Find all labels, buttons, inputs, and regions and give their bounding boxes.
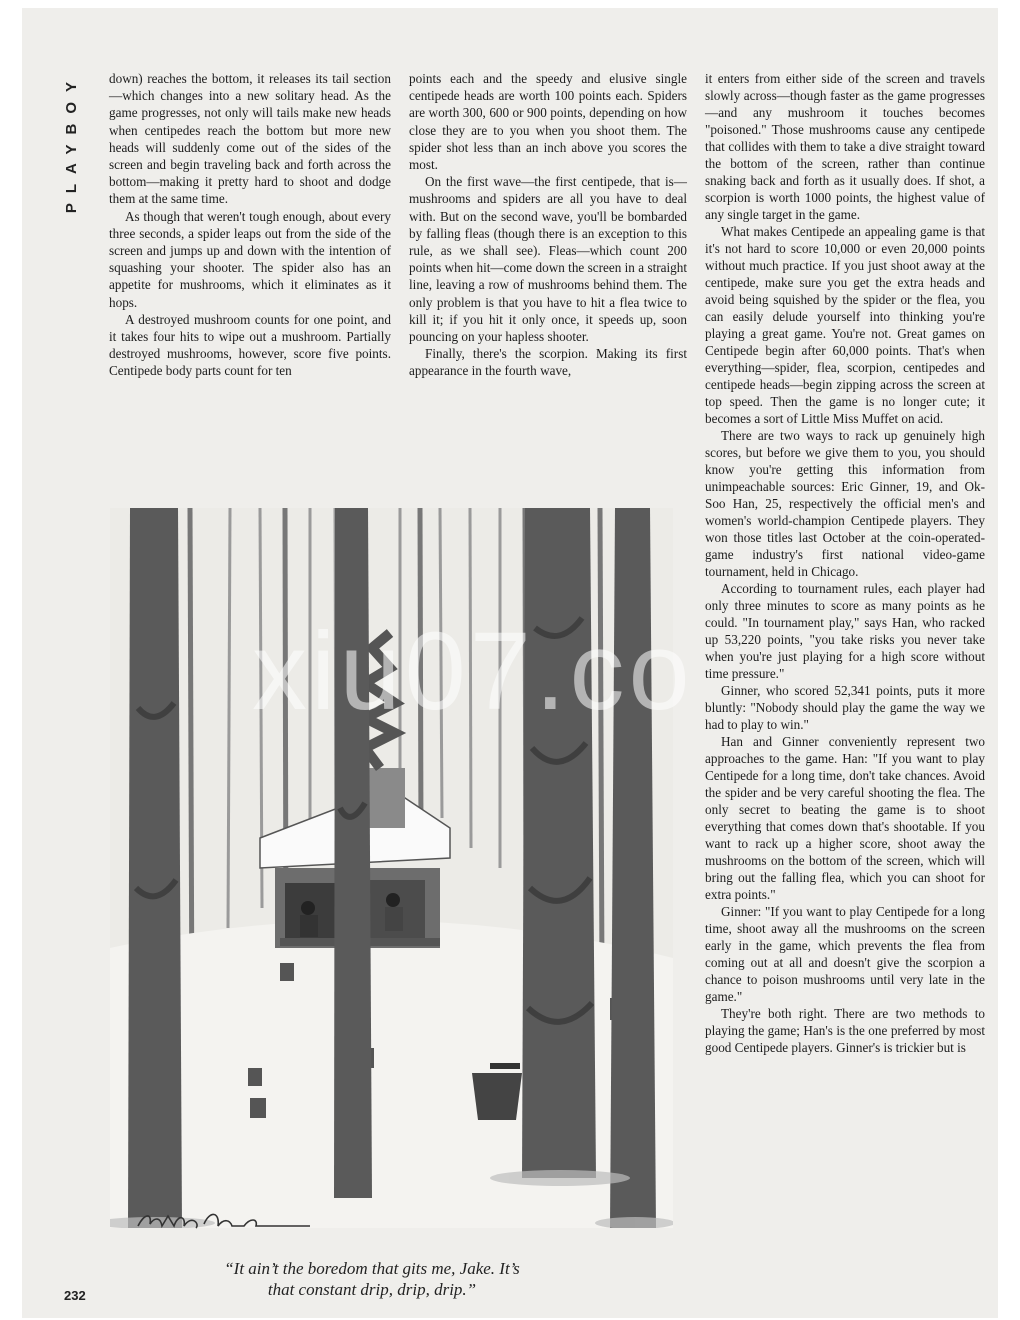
watermark: xiu07.co [252, 610, 694, 733]
text-column-3 [705, 70, 985, 1056]
caption-line: that constant drip, drip, drip.” [267, 1280, 477, 1299]
paragraph: As though that weren't tough enough, about every three seconds, a spider leaps out from the side of the screen and jumps up and down with the intention of squashing your shooter. The spider also has an appetite for mushrooms, which it eliminates as it hops. [109, 208, 391, 310]
paragraph: down) reaches the bottom, it releases its tail section—which changes into a new solitary head. As the game progresses, not only will tails make new heads when centipedes reach the bottom but more new heads will suddenly come out of the sides of the screen and begin traveling back and forth across the bottom—making it pretty hard to shoot and dodge them at the same time. [109, 71, 391, 207]
magazine-name: PLAYBOY [62, 72, 80, 214]
paragraph: points each and the speedy and elusive single centipede heads are worth 100 points each. Spiders are worth 300, 600 or 900 points, depending on how close they are to you when you shoot them. The spider shot less than an inch above you scores the most. [409, 71, 687, 173]
paragraph: Han and Ginner conveniently represent two approaches to the game. Han: "If you want to play Centipede for a long time, don't take chances. Avoid the spider and be very careful shooting the flea. The only secret to beating the game is to shoot everything that comes down that's shootable. If you want to rack up a higher score, shoot away the mushrooms on the bottom of the screen, which will bring out the falling flea, which you can shoot for extra points." [705, 734, 985, 902]
paragraph: According to tournament rules, each player had only three minutes to score as many points as he could. "In tournament play," says Han, who racked up 53,220 points, "you take risks you never take when you're just playing for a high score without time pressure." [705, 581, 985, 681]
paragraph: They're both right. There are two methods to playing the game; Han's is the one preferred by most good Centipede players. Ginner's is trickier but is [705, 1006, 985, 1055]
cartoon-illustration [110, 508, 673, 1228]
paragraph: There are two ways to rack up genuinely high scores, but before we give them to you, you should know you're getting this information from unimpeachable sources: Eric Ginner, 19, and Ok-Soo Han, 25, respectively the official men's and women's world-champion Centipede players. They won those titles last October at the coin-operated-game industry's first national video-game tournament, held in Chicago. [705, 428, 985, 579]
caption-line: “It ain’t the boredom that gits me, Jake. It’s [224, 1259, 520, 1278]
paragraph: What makes Centipede an appealing game is that it's not hard to score 10,000 or even 20,000 points without much practice. If you just shoot away at the centipede, make sure you get the extra heads and avoid being squished by the spider or the flea, you can easily delude yourself into thinking you're playing a great game. You're not. Great games on Centipede begin after 60,000 points. That's when everything—spider, flea, scorpion, centipedes and centipede heads—begin zipping across the screen at top speed. Then the game is no longer cute; it becomes a sort of Little Miss Muffet on acid. [705, 224, 985, 426]
artist-signature [134, 1204, 314, 1236]
magazine-name-vertical [56, 72, 86, 232]
text-column-1 [109, 70, 391, 380]
cartoon-caption [162, 1258, 582, 1300]
paragraph: On the first wave—the first centipede, that is—mushrooms and spiders are all you have to deal with. But on the second wave, you'll be bombarded by falling fleas (though there is an exception to this rule, as we shall see). Fleas—which count 200 points when hit—come down the screen in a straight line, leaving a row of mushrooms behind them. The only problem is that you have to hit a flea twice to kill it; if you hit it only once, it speeds up, soon pouncing on your hapless shooter. [409, 174, 687, 345]
paragraph: Ginner, who scored 52,341 points, puts it more bluntly: "Nobody should play the game the way we had to play to win." [705, 683, 985, 732]
paragraph: it enters from either side of the screen and travels slowly across—though faster as the game progresses—and any mushroom it touches becomes "poisoned." Those mushrooms cause any centipede that collides with them to take a dive straight toward the bottom of the screen, rather than continue snaking back and forth as it usually does. If shot, a scorpion is worth 1000 points, the highest value of any single target in the game. [705, 71, 985, 222]
paragraph: Ginner: "If you want to play Centipede for a long time, shoot away all the mushrooms on the screen early in the game, which prevents the flea from coming out at all and doesn't give the scorpion a chance to poison mushrooms until very late in the game." [705, 904, 985, 1004]
magazine-page [22, 8, 998, 1318]
page-number: 232 [64, 1288, 86, 1303]
text-column-2 [409, 70, 687, 380]
paragraph: A destroyed mushroom counts for one point, and it takes four hits to wipe out a mushroom. Partially destroyed mushrooms, however, score five points. Centipede body parts count for ten [109, 311, 391, 379]
paragraph: Finally, there's the scorpion. Making its first appearance in the fourth wave, [409, 346, 687, 379]
